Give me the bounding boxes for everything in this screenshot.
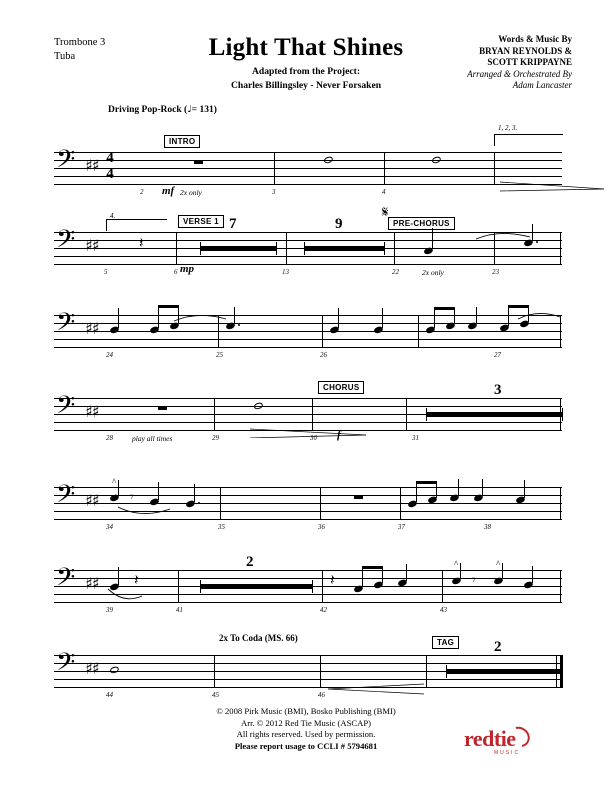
- system-3: [54, 308, 562, 359]
- measure-number: 26: [320, 351, 327, 359]
- key-signature: ♯♯: [85, 319, 99, 338]
- rest: 𝄽: [330, 571, 335, 589]
- barline: [218, 315, 219, 348]
- measure-number: 42: [320, 606, 327, 614]
- dynamic-mp: mp: [180, 263, 195, 275]
- dynamic-mf: mf: [162, 185, 175, 197]
- rehearsal-mark-tag: TAG: [432, 636, 459, 649]
- key-signature: ♯♯: [85, 156, 99, 175]
- multirest-cap: [200, 242, 201, 255]
- multirest-count: 7: [229, 216, 237, 232]
- note-stem: [118, 480, 119, 496]
- barline: [176, 232, 177, 265]
- rehearsal-mark-prechorus: PRE-CHORUS: [388, 217, 455, 230]
- final-barline: [560, 655, 563, 688]
- accent-mark: ^: [496, 559, 501, 569]
- barline: [560, 232, 561, 265]
- measure-number: 31: [412, 434, 419, 442]
- multirest-cap: [384, 242, 385, 255]
- instrument-line-1: Trombone 3: [54, 37, 106, 48]
- rehearsal-mark-chorus: CHORUS: [318, 381, 364, 394]
- multirest-bar: [446, 669, 562, 674]
- multirest-bar: [304, 246, 384, 251]
- measure-number: 5: [104, 268, 108, 276]
- bass-clef-icon: 𝄢: [56, 648, 76, 683]
- note-stem: [532, 566, 533, 583]
- note-stem: [458, 479, 459, 496]
- logo-wordmark: redtie: [464, 726, 516, 751]
- measure-number: 39: [106, 606, 113, 614]
- note-stem: [234, 307, 235, 324]
- barline: [286, 232, 287, 265]
- barline: [214, 398, 215, 431]
- note-stem: [502, 563, 503, 579]
- staff-1: [54, 152, 562, 185]
- barline: [220, 487, 221, 520]
- barline: [322, 570, 323, 603]
- key-signature: ♯♯: [85, 659, 99, 678]
- multirest-cap: [446, 665, 447, 678]
- tempo-style-label: Driving Pop-Rock (: [108, 105, 188, 115]
- eighth-rest: 𝄾: [130, 490, 134, 505]
- multirest-count: 9: [335, 216, 343, 232]
- multirest-count: 2: [494, 639, 502, 655]
- copyright-line-3: All rights reserved. Used by permission.: [236, 729, 376, 739]
- beam: [362, 566, 383, 569]
- expression-play-all-times: play all times: [132, 434, 173, 443]
- whole-rest: [194, 160, 203, 164]
- rehearsal-mark-intro: INTRO: [164, 135, 200, 148]
- measure-number: 2: [140, 188, 144, 196]
- beam: [416, 481, 437, 484]
- measure-number: 35: [218, 523, 225, 531]
- measure-number: 28: [106, 434, 113, 442]
- multirest-cap: [426, 408, 427, 421]
- subtitle-project: Adapted from the Project:: [251, 66, 361, 77]
- tempo-marking: [108, 104, 217, 115]
- multirest-cap: [562, 408, 563, 421]
- hairpin-crescendo: [500, 180, 610, 192]
- page-title: Light That Shines: [208, 34, 404, 61]
- credits-composer-2: SCOTT KRIPPAYNE: [487, 57, 572, 67]
- volta-bracket: [494, 134, 563, 146]
- barline: [384, 152, 385, 185]
- measure-number: 3: [272, 188, 276, 196]
- multirest-cap: [304, 242, 305, 255]
- whole-rest: [158, 406, 167, 410]
- key-signature: ♯♯: [85, 491, 99, 510]
- credits-arranger: Adam Lancaster: [512, 80, 572, 90]
- barline: [320, 487, 321, 520]
- note-stem: [416, 484, 417, 502]
- rest: 𝄽: [139, 234, 144, 252]
- note-stem: [158, 482, 159, 500]
- bass-clef-icon: 𝄢: [56, 480, 76, 515]
- multirest-bar: [200, 246, 276, 251]
- measure-number: 29: [212, 434, 219, 442]
- beam: [434, 307, 455, 310]
- note-stem: [508, 308, 509, 326]
- note-stem: [382, 308, 383, 328]
- copyright-line-1: © 2008 Pirk Music (BMI), Bosko Publishing (BMI): [216, 706, 396, 716]
- multirest-bar: [426, 412, 562, 417]
- tempo-bpm-label: = 131): [191, 105, 217, 115]
- measure-number: 24: [106, 351, 113, 359]
- accent-mark: ^: [112, 477, 117, 487]
- measure-number: 45: [212, 691, 219, 699]
- segno-icon: 𝄋: [382, 203, 389, 221]
- measure-number: 41: [176, 606, 183, 614]
- barline: [400, 487, 401, 520]
- logo-subtext: MUSIC: [493, 750, 521, 756]
- note-stem: [434, 310, 435, 328]
- credits-composer-1: BRYAN REYNOLDS &: [479, 45, 572, 56]
- barline: [214, 655, 215, 688]
- bass-clef-icon: 𝄢: [56, 145, 76, 180]
- multirest-cap: [312, 580, 313, 593]
- measure-number: 36: [318, 523, 325, 531]
- note-stem: [118, 567, 119, 585]
- ccli-line: Please report usage to CCLI # 5794681: [234, 740, 378, 751]
- multirest-cap: [276, 242, 277, 255]
- measure-number: 13: [282, 268, 289, 276]
- measure-number: 37: [398, 523, 405, 531]
- copyright-line-2: Arr. © 2012 Red Tie Music (ASCAP): [241, 717, 371, 728]
- slur: [106, 588, 146, 604]
- measure-number: 4: [382, 188, 386, 196]
- note-stem: [406, 564, 407, 581]
- staff-3: [54, 315, 562, 348]
- volta-label: 4.: [110, 212, 116, 220]
- barline: [322, 315, 323, 348]
- beam: [508, 305, 529, 308]
- barline: [418, 315, 419, 348]
- instrument-line-2: Tuba: [54, 51, 76, 62]
- note-stem: [194, 484, 195, 502]
- measure-number: 34: [106, 523, 113, 531]
- multirest-bar: [200, 584, 312, 589]
- bass-clef-icon: 𝄢: [56, 225, 76, 260]
- credits-words-music-by: Words & Music By: [498, 34, 572, 44]
- key-signature: ♯♯: [85, 236, 99, 255]
- barline: [560, 315, 561, 348]
- time-signature-numerator: 4: [106, 150, 114, 166]
- note-stem: [476, 307, 477, 324]
- system-6: [54, 554, 562, 614]
- measure-number: 25: [216, 351, 223, 359]
- barline: [560, 570, 561, 603]
- note-stem: [532, 224, 533, 241]
- note-stem: [524, 480, 525, 498]
- quarter-note-icon: ♩: [187, 104, 192, 115]
- redtie-logo: [464, 726, 550, 760]
- time-signature-denominator: 4: [106, 166, 114, 182]
- credits-arranged-by: Arranged & Orchestrated By: [467, 68, 572, 79]
- bass-clef-icon: 𝄢: [56, 563, 76, 598]
- barline: [394, 232, 395, 265]
- multirest-count: 3: [494, 382, 502, 398]
- barline: [320, 655, 321, 688]
- measure-number: 43: [440, 606, 447, 614]
- system-5: [54, 477, 562, 531]
- key-signature: ♯♯: [85, 574, 99, 593]
- measure-number: 44: [106, 691, 113, 699]
- beam: [158, 305, 179, 308]
- expression-2x-only: 2x only: [422, 268, 444, 277]
- note-stem: [482, 479, 483, 496]
- measure-number: 27: [494, 351, 501, 359]
- measure-number: 46: [318, 691, 325, 699]
- whole-rest: [354, 495, 363, 499]
- note-stem: [158, 308, 159, 328]
- note-stem: [362, 569, 363, 587]
- multirest-count: 2: [246, 554, 254, 570]
- volta-bracket: [106, 219, 167, 231]
- barline: [442, 570, 443, 603]
- dynamic-f: f: [337, 429, 341, 441]
- note-stem: [460, 563, 461, 579]
- slur: [116, 505, 172, 519]
- barline: [494, 152, 495, 185]
- system-4: [54, 382, 562, 443]
- bass-clef-icon: 𝄢: [56, 308, 76, 343]
- barline: [406, 398, 407, 431]
- volta-label: 1, 2, 3.: [498, 124, 518, 132]
- barline: [560, 398, 561, 431]
- rest: 𝄽: [134, 571, 139, 589]
- note-stem: [338, 308, 339, 328]
- barline: [426, 655, 427, 688]
- key-signature: ♯♯: [85, 402, 99, 421]
- eighth-rest: 𝄾: [472, 573, 476, 588]
- credits-block: [467, 34, 572, 92]
- barline: [312, 398, 313, 431]
- system-7: [54, 633, 562, 699]
- barline: [560, 487, 561, 520]
- measure-number: 38: [484, 523, 491, 531]
- system-1: [54, 124, 562, 197]
- system-2: [54, 203, 562, 277]
- slur: [516, 311, 562, 323]
- multirest-cap: [200, 580, 201, 593]
- accent-mark: ^: [454, 559, 459, 569]
- barline: [556, 655, 557, 688]
- bass-clef-icon: 𝄢: [56, 391, 76, 426]
- coda-instruction-text: 2x To Coda (MS. 66): [219, 633, 298, 643]
- measure-number: 23: [492, 268, 499, 276]
- measure-number: 22: [392, 268, 399, 276]
- subtitle-album: Charles Billingsley - Never Forsaken: [230, 80, 382, 91]
- note-stem: [118, 308, 119, 328]
- measure-number: 30: [310, 434, 317, 442]
- note-stem: [432, 228, 433, 249]
- expression-2x-only: 2x only: [180, 188, 202, 197]
- measure-number: 6: [174, 268, 178, 276]
- slur: [172, 313, 228, 325]
- barline: [494, 232, 495, 265]
- hairpin-diminuendo: [328, 683, 428, 695]
- rehearsal-mark-verse1: VERSE 1: [178, 215, 224, 228]
- barline: [178, 570, 179, 603]
- barline: [274, 152, 275, 185]
